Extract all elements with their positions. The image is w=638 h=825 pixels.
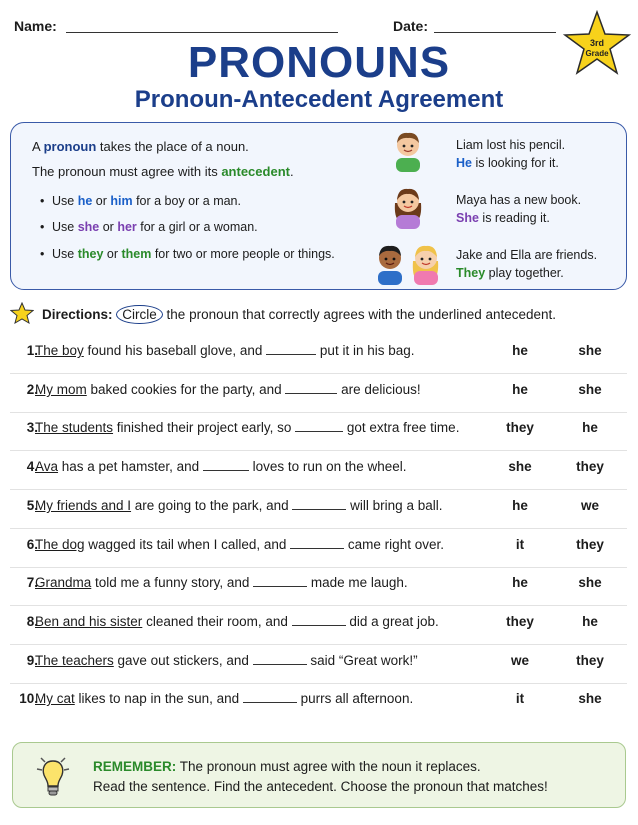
question-sentence: The boy found his baseball glove, and put it in his bag.: [35, 343, 415, 358]
rule-bullet-plural: • Use they or them for two or more people or things.: [52, 247, 335, 261]
question-sentence: The teachers gave out stickers, and said “Great work!”: [35, 653, 418, 668]
question-number: 8.: [26, 614, 38, 629]
date-label: Date:: [393, 18, 429, 34]
directions-text: the pronoun that correctly agrees with the underlined antecedent.: [162, 307, 557, 322]
choice-2[interactable]: they: [576, 653, 604, 668]
row-divider: [10, 489, 627, 490]
choice-1[interactable]: she: [508, 459, 532, 474]
question-sentence: Grandma told me a funny story, and made me laugh.: [35, 575, 408, 590]
choice-1[interactable]: he: [512, 343, 528, 358]
row-divider: [10, 528, 627, 529]
question-number: 5.: [26, 498, 38, 513]
row-divider: [10, 644, 627, 645]
question-row: [0, 382, 638, 420]
directions: [10, 302, 630, 324]
choice-1[interactable]: they: [506, 614, 534, 629]
question-number: 9.: [26, 653, 38, 668]
underlined-antecedent: Grandma: [35, 575, 92, 590]
star-icon: [10, 302, 34, 324]
answer-blank[interactable]: [203, 470, 249, 471]
row-divider: [10, 605, 627, 606]
lightbulb-icon: [33, 753, 73, 801]
question-row: [0, 575, 638, 613]
underlined-antecedent: My friends and I: [35, 498, 132, 513]
choice-2[interactable]: he: [582, 420, 598, 435]
question-number: 2.: [26, 382, 38, 397]
underlined-antecedent: Ben and his sister: [35, 614, 143, 629]
page-title: PRONOUNS: [187, 38, 451, 87]
answer-blank[interactable]: [292, 509, 346, 510]
underlined-antecedent: The students: [35, 420, 114, 435]
choice-1[interactable]: he: [512, 498, 528, 513]
row-divider: [10, 567, 627, 568]
question-row: [0, 459, 638, 497]
question-row: [0, 420, 638, 458]
answer-blank[interactable]: [285, 393, 337, 394]
info-line-1: A pronoun takes the place of a noun.: [32, 139, 249, 154]
choice-2[interactable]: she: [578, 575, 602, 590]
answer-blank[interactable]: [292, 625, 346, 626]
row-divider: [10, 683, 627, 684]
example-boy-line1: Liam lost his pencil.: [456, 138, 566, 152]
underlined-antecedent: My cat: [35, 691, 75, 706]
question-row: [0, 653, 638, 691]
question-row: [0, 691, 638, 729]
question-number: 10.: [19, 691, 38, 706]
row-divider: [10, 412, 627, 413]
name-label: Name:: [14, 18, 57, 34]
example-girl-line1: Maya has a new book.: [456, 193, 582, 207]
question-row: [0, 614, 638, 652]
example-girl-line2: She is reading it.: [456, 211, 550, 225]
question-number: 3.: [26, 420, 38, 435]
question-number: 1.: [26, 343, 38, 358]
choice-1[interactable]: he: [512, 575, 528, 590]
question-sentence: The dog wagged its tail when I called, and came right over.: [35, 537, 444, 552]
question-sentence: My friends and I are going to the park, and will bring a ball.: [35, 498, 443, 513]
choice-2[interactable]: she: [578, 343, 602, 358]
choice-2[interactable]: we: [580, 498, 599, 513]
remember-line-1: REMEMBER: The pronoun must agree with the noun it replaces.: [93, 759, 481, 774]
example-plural-line1: Jake and Ella are friends.: [456, 248, 598, 262]
choice-2[interactable]: they: [576, 459, 604, 474]
choice-2[interactable]: he: [582, 614, 598, 629]
info-line-2: The pronoun must agree with its antecedent.: [32, 164, 294, 179]
grade-badge-line1: 3rd: [589, 38, 605, 48]
rule-bullet-girl: • Use she or her for a girl or a woman.: [52, 220, 258, 234]
grade-badge-line2: Grade: [585, 49, 609, 58]
answer-blank[interactable]: [253, 664, 307, 665]
directions-label: Directions:: [42, 307, 113, 322]
circle-word: Circle: [116, 305, 163, 324]
choice-2[interactable]: she: [578, 691, 602, 706]
example-boy: [456, 136, 565, 172]
remember-line-2: Read the sentence. Find the antecedent. Choose the pronoun that matches!: [93, 779, 548, 794]
question-row: [0, 537, 638, 575]
underlined-antecedent: The boy: [35, 343, 84, 358]
question-number: 4.: [26, 459, 38, 474]
underlined-antecedent: The teachers: [35, 653, 114, 668]
answer-blank[interactable]: [266, 354, 316, 355]
boy-avatar-icon: [390, 128, 426, 172]
row-divider: [10, 450, 627, 451]
underlined-antecedent: Ava: [35, 459, 59, 474]
choice-2[interactable]: they: [576, 537, 604, 552]
answer-blank[interactable]: [243, 702, 297, 703]
answer-blank[interactable]: [253, 586, 307, 587]
question-sentence: Ben and his sister cleaned their room, and did a great job.: [35, 614, 439, 629]
choice-2[interactable]: she: [578, 382, 602, 397]
example-girl: [456, 191, 581, 227]
question-number: 7.: [26, 575, 38, 590]
question-row: [0, 498, 638, 536]
underlined-antecedent: My mom: [35, 382, 87, 397]
answer-blank[interactable]: [290, 548, 344, 549]
rule-bullet-boy: • Use he or him for a boy or a man.: [52, 194, 241, 208]
question-sentence: Ava has a pet hamster, and loves to run on the wheel.: [35, 459, 407, 474]
choice-1[interactable]: we: [510, 653, 529, 668]
page-subtitle: Pronoun-Antecedent Agreement: [134, 86, 504, 113]
example-boy-line2: He is looking for it.: [456, 156, 559, 170]
choice-1[interactable]: they: [506, 420, 534, 435]
question-sentence: My cat likes to nap in the sun, and purrs all afternoon.: [35, 691, 414, 706]
choice-1[interactable]: it: [515, 537, 525, 552]
girl-avatar-icon: [390, 183, 426, 229]
name-line[interactable]: [66, 32, 338, 33]
underlined-antecedent: The dog: [35, 537, 85, 552]
question-sentence: The students finished their project early, so got extra free time.: [35, 420, 460, 435]
choice-1[interactable]: it: [515, 691, 525, 706]
remember-box: [12, 742, 626, 808]
date-line[interactable]: [434, 32, 556, 33]
question-sentence: My mom baked cookies for the party, and are delicious!: [35, 382, 421, 397]
two-kids-avatar-icon: [374, 241, 442, 285]
question-row: [0, 343, 638, 381]
answer-blank[interactable]: [295, 431, 343, 432]
question-number: 6.: [26, 537, 38, 552]
remember-label: REMEMBER:: [93, 759, 177, 774]
choice-1[interactable]: he: [512, 382, 528, 397]
example-plural-line2: They play together.: [456, 266, 564, 280]
row-divider: [10, 373, 627, 374]
example-plural: [456, 246, 597, 282]
